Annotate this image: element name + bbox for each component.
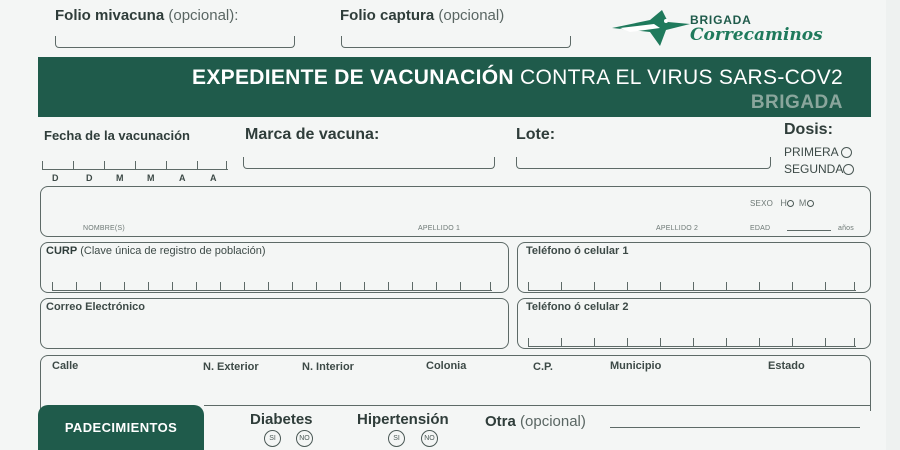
cp-label: C.P.: [533, 361, 553, 373]
hipertension-si-radio[interactable]: SI: [388, 430, 405, 447]
calle-label: Calle: [52, 360, 79, 372]
sexo-field[interactable]: SEXO H M: [750, 198, 814, 208]
diabetes-si-radio[interactable]: SI: [264, 430, 281, 447]
page-edge: [886, 0, 900, 450]
folio-mivacuna-field[interactable]: [55, 36, 295, 48]
lote-field[interactable]: [516, 157, 771, 169]
marca-vacuna-field[interactable]: [243, 157, 495, 169]
dosis-segunda-option[interactable]: SEGUNDA: [784, 162, 854, 176]
municipio-label: Municipio: [610, 360, 662, 372]
folio-captura-label: Folio captura (opcional): [340, 7, 505, 24]
nombres-label: NOMBRE(S): [83, 225, 125, 232]
address-bottom-line: [204, 405, 871, 406]
fecha-label: Fecha de la vacunación: [44, 128, 190, 143]
telefono1-ticks: [528, 281, 856, 291]
sexo-h-radio[interactable]: [787, 200, 794, 207]
folio-mivacuna-label: Folio mivacuna (opcional):: [55, 7, 239, 24]
folio-captura-field[interactable]: [341, 36, 571, 48]
otra-label: Otra (opcional): [485, 413, 586, 430]
hipertension-label: Hipertensión: [357, 411, 449, 428]
dosis-label: Dosis:: [784, 121, 833, 138]
segunda-radio[interactable]: [843, 164, 854, 175]
dosis-primera-option[interactable]: PRIMERA: [784, 145, 852, 159]
apellido2-label: APELLIDO 2: [656, 225, 699, 232]
otra-field[interactable]: [610, 427, 860, 428]
edad-field[interactable]: [787, 230, 831, 231]
n-interior-label: N. Interior: [302, 361, 354, 373]
curp-char-ticks: [52, 281, 492, 291]
fecha-field[interactable]: [42, 160, 228, 170]
primera-radio[interactable]: [841, 147, 852, 158]
colonia-label: Colonia: [426, 360, 467, 372]
telefono2-label: Teléfono ó celular 2: [526, 301, 629, 313]
estado-label: Estado: [768, 360, 805, 372]
lote-label: Lote:: [516, 126, 556, 143]
curp-label: CURP (Clave única de registro de población): [46, 245, 266, 257]
padecimientos-tab: PADECIMIENTOS: [38, 405, 204, 450]
sexo-m-radio[interactable]: [807, 200, 814, 207]
marca-vacuna-label: Marca de vacuna:: [245, 126, 380, 143]
logo-correcaminos-text: Correcaminos: [690, 25, 823, 45]
edad-label: EDAD: [750, 225, 771, 232]
diabetes-no-radio[interactable]: NO: [296, 430, 313, 447]
form-title: EXPEDIENTE DE VACUNACIÓN CONTRA EL VIRUS SARS-COV2: [192, 66, 843, 89]
telefono1-label: Teléfono ó celular 1: [526, 245, 629, 257]
form-subtitle: BRIGADA: [750, 92, 843, 113]
anos-label: años: [838, 225, 854, 232]
apellido1-label: APELLIDO 1: [418, 225, 461, 232]
telefono2-ticks: [528, 337, 856, 347]
n-exterior-label: N. Exterior: [203, 361, 259, 373]
diabetes-label: Diabetes: [250, 411, 313, 428]
roadrunner-logo-icon: [610, 6, 692, 50]
title-band: [38, 57, 871, 117]
logo-brigada-text: BRIGADA: [690, 13, 752, 27]
hipertension-no-radio[interactable]: NO: [421, 430, 438, 447]
correo-label: Correo Electrónico: [46, 301, 146, 313]
